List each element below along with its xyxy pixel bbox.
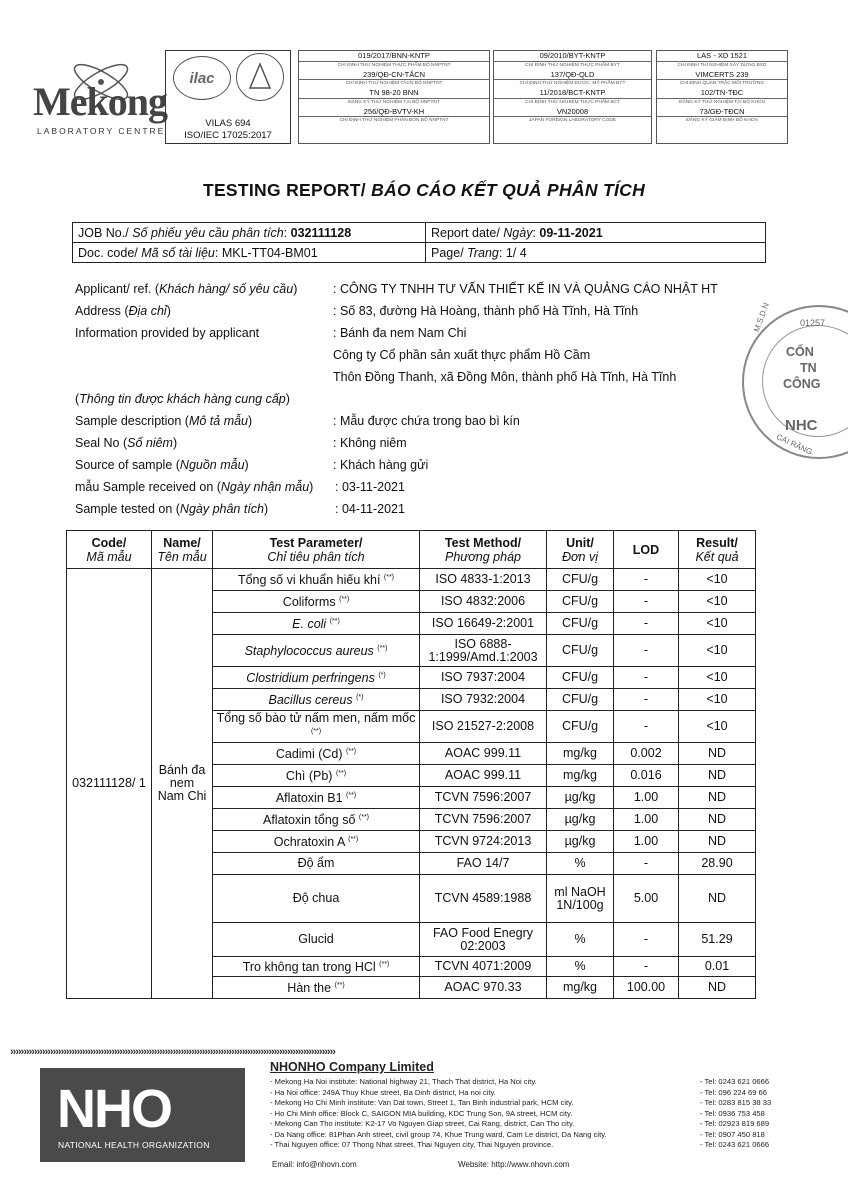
vilas-number: VILAS 694 [205, 118, 251, 129]
cell-result: <10 [679, 667, 756, 689]
job-number-cell: JOB No./ Số phiếu yêu cầu phân tích: 032111128 [73, 223, 426, 243]
cell-unit: CFU/g [547, 635, 614, 667]
cert1-line: CHỈ ĐỊNH THỬ NGHIỆM TĂCN BỘ NNPTNT [345, 81, 443, 86]
footer-address-line: - Mekong Ho Chi Minh institute: Van Dat town, Street 1, Tan Binh industrial park, HCM city. [270, 1098, 574, 1107]
nho-logo-text: NHO [57, 1079, 171, 1139]
cert2-line: CHỈ ĐỊNH THỬ NGHIỆM DƯỢC, MỸ PHẨM BYT [519, 81, 626, 86]
cell-unit: CFU/g [547, 667, 614, 689]
nho-logo-subtitle: NATIONAL HEALTH ORGANIZATION [58, 1140, 210, 1150]
cell-result: <10 [679, 711, 756, 743]
cell-method: TCVN 4589:1988 [420, 875, 547, 923]
cell-lod: 1.00 [614, 831, 679, 853]
certification-box-1 [298, 50, 490, 144]
page-cell: Page/ Trang: 1/ 4 [426, 243, 766, 263]
address-value: : Số 83, đường Hà Hoàng, thành phố Hà Tĩnh, Hà Tĩnh [333, 304, 639, 318]
cert2-line: JAPAN FOREIGN LABORATORY CODE [529, 118, 616, 123]
job-info-table [72, 222, 766, 263]
footer-tel-line: - Tel: 0283 815 38 33 [700, 1098, 772, 1107]
info-provided-label: Information provided by applicant [75, 326, 260, 340]
report-title-en: TESTING REPORT/ [202, 180, 372, 200]
certification-box-2 [493, 50, 652, 144]
cell-parameter: Clostridium perfringens (*) [213, 667, 420, 689]
cell-parameter: Cadimi (Cd) (**) [213, 743, 420, 765]
cell-lod: - [614, 957, 679, 977]
source-value: : Khách hàng gửi [333, 458, 429, 472]
report-date-cell: Report date/ Ngày: 09-11-2021 [426, 223, 766, 243]
cell-result: ND [679, 787, 756, 809]
seal-label: Seal No (Số niêm) [75, 436, 178, 450]
cell-unit: % [547, 957, 614, 977]
cell-unit: CFU/g [547, 569, 614, 591]
footer-address-line: - Mekong Can Tho institute: K2-17 Vo Nguyen Giap street, Cai Rang, district, Can Tho city. [270, 1119, 575, 1128]
cell-lod: - [614, 711, 679, 743]
cell-method: ISO 4832:2006 [420, 591, 547, 613]
stamp-text-3: TN [800, 361, 817, 375]
cell-parameter: Bacillus cereus (*) [213, 689, 420, 711]
footer-address-line: - Mekong Ha Noi institute: National highway 21, Thach That district, Ha Noi city. [270, 1077, 537, 1086]
certification-box-3 [656, 50, 788, 144]
footer-divider: ›››››››››››››››››››››››››››››››››››››››››››››››››››››››››››››››››››››››››››››››››››››››››››››››››››››››››››››››››››››››››› [10, 1046, 335, 1058]
cell-unit: CFU/g [547, 613, 614, 635]
cell-result: ND [679, 809, 756, 831]
cell-parameter: Aflatoxin B1 (**) [213, 787, 420, 809]
cell-lod: - [614, 635, 679, 667]
cell-unit: mg/kg [547, 765, 614, 787]
source-label: Source of sample (Nguồn mẫu) [75, 458, 249, 472]
cell-parameter: Glucid [213, 923, 420, 957]
cell-lod: - [614, 923, 679, 957]
cell-result: <10 [679, 591, 756, 613]
stamp-text-7: CÁI RĂNG [774, 432, 814, 457]
stamp-text-2: CỔN [786, 345, 814, 359]
footer-tel-line: - Tel: 02923 819 689 [700, 1119, 770, 1128]
cell-lod: - [614, 613, 679, 635]
cell-parameter: Coliforms (**) [213, 591, 420, 613]
cell-result: <10 [679, 613, 756, 635]
cert2-line: CHỈ ĐỊNH THỬ NGHIỆM THỰC PHẨM BCT [525, 99, 620, 105]
cell-result: 28.90 [679, 853, 756, 875]
cell-unit: % [547, 853, 614, 875]
page-number: 1/ 4 [505, 245, 527, 260]
cell-parameter: E. coli (**) [213, 613, 420, 635]
cell-unit: CFU/g [547, 689, 614, 711]
cell-unit: % [547, 923, 614, 957]
stamp-text-6: M.S.D.N [752, 301, 771, 334]
cell-unit: µg/kg [547, 787, 614, 809]
footer-address-line: - Da Nang office: 81Phan Anh street, civil group 74, Khue Trung ward, Cam Le district, Da Nang city. [270, 1129, 607, 1139]
cell-parameter: Ochratoxin A (**) [213, 831, 420, 853]
report-title [0, 180, 848, 201]
cell-parameter: Aflatoxin tổng số (**) [213, 809, 420, 831]
cell-unit: µg/kg [547, 831, 614, 853]
info-provided-label-vi: (Thông tin được khách hàng cung cấp) [75, 392, 290, 406]
cell-lod: - [614, 667, 679, 689]
applicant-value: : CÔNG TY TNHH TƯ VẤN THIẾT KẾ IN VÀ QUẢNG CÁO NHẬT HT [333, 282, 718, 296]
cert3-line: ĐĂNG KÝ GIÁM ĐỊNH BỘ KHCN [686, 118, 758, 123]
col-header-code: Code/ Mã mẫu [67, 531, 152, 569]
tested-value: : 04-11-2021 [335, 502, 405, 516]
cell-parameter: Tổng số vi khuẩn hiếu khí (**) [213, 569, 420, 591]
cell-result: ND [679, 977, 756, 999]
cert2-line: CHỈ ĐỊNH THỬ NGHIỆM THỰC PHẨM BYT [525, 62, 620, 68]
applicant-label: Applicant/ ref. (Khách hàng/ số yêu cầu) [75, 282, 298, 296]
mekong-logo-subtitle: LABORATORY CENTRE [37, 126, 166, 136]
footer-tel-line: - Tel: 096 224 69 66 [700, 1087, 767, 1097]
cell-result: <10 [679, 635, 756, 667]
cell-method: FAO 14/7 [420, 853, 547, 875]
info-provided-value-3: Thôn Đồng Thanh, xã Đồng Môn, thành phố Hà Tĩnh, Hà Tĩnh [333, 370, 677, 384]
cert2-line: 09/2010/BYT-KNTP [494, 51, 651, 62]
footer-tel-line: - Tel: 0936 753 458 [700, 1108, 765, 1118]
sample-code: 032111128/ 1 [67, 569, 152, 999]
cell-unit: mg/kg [547, 743, 614, 765]
footer-address-line: - Thai Nguyen office: 07 Thong Nhat street, Thai Nguyen city, Thai Nguyen province. [270, 1140, 554, 1149]
col-header-method: Test Method/ Phương pháp [420, 531, 547, 569]
footer-email: Email: info@nhovn.com [272, 1160, 357, 1169]
footer-tel-line: - Tel: 0243 621 0666 [700, 1077, 770, 1086]
cell-lod: 5.00 [614, 875, 679, 923]
cert3-line: 102/TN-TĐC [657, 88, 787, 99]
cell-method: FAO Food Enegry 02:2003 [420, 923, 547, 957]
footer-address-line: - Ha Noi office: 249A Thuy Khue street, Ba Dinh district, Ha noi city. [270, 1087, 496, 1097]
cert3-line: CHỈ ĐỊNH THÍ NGHIỆM XÂY DỰNG BXD [677, 62, 767, 68]
mekong-logo-text: Mekong [33, 79, 167, 124]
cert2-line: 11/2018/BCT-KNTP [494, 88, 651, 99]
cell-lod: - [614, 569, 679, 591]
cell-method: ISO 6888-1:1999/Amd.1:2003 [420, 635, 547, 667]
received-value: : 03-11-2021 [335, 480, 405, 494]
cell-lod: 1.00 [614, 809, 679, 831]
cell-method: AOAC 999.11 [420, 743, 547, 765]
cell-method: ISO 4833-1:2013 [420, 569, 547, 591]
cell-lod: 0.002 [614, 743, 679, 765]
cert3-line: ĐĂNG KÝ THỬ NGHIỆM TẠI BỘ KHCN [679, 99, 765, 105]
cert3-line: LAS - XD 1521 [657, 51, 787, 62]
cell-method: TCVN 7596:2007 [420, 809, 547, 831]
col-header-name: Name/ Tên mẫu [152, 531, 213, 569]
cell-method: ISO 21527-2:2008 [420, 711, 547, 743]
cell-method: ISO 7937:2004 [420, 667, 547, 689]
cert1-line: 256/QĐ-BVTV-KH [299, 107, 489, 118]
info-provided-value-2: Công ty Cổ phần sản xuất thực phẩm Hồ Cầm [333, 348, 591, 362]
stamp-text-4: CÔNG [783, 377, 821, 391]
cert1-line: ĐĂNG KÝ THỬ NGHIỆM TẠI BỘ NNPTNT [348, 99, 440, 105]
cell-unit: CFU/g [547, 711, 614, 743]
ilac-logo: ilac [173, 56, 231, 100]
company-name: NHONHO Company Limited [270, 1060, 434, 1074]
cert1-line: CHỈ ĐỊNH THỬ NGHIỆM PHÂN BÓN BỘ NNPTNT [339, 118, 449, 123]
cell-method: TCVN 4071:2009 [420, 957, 547, 977]
cell-result: 0.01 [679, 957, 756, 977]
info-provided-value-1: : Bánh đa nem Nam Chi [333, 326, 467, 340]
cell-result: <10 [679, 689, 756, 711]
col-header-unit: Unit/ Đơn vị [547, 531, 614, 569]
cell-result: ND [679, 831, 756, 853]
sample-description-value: : Mẫu được chứa trong bao bì kín [333, 414, 520, 428]
cell-lod: - [614, 689, 679, 711]
cell-unit: µg/kg [547, 809, 614, 831]
cell-result: 51.29 [679, 923, 756, 957]
footer-address-line: - Ho Chi Minh office: Block C, SAIGON MIA building, KDC Trung Son, 9A street, HCM city. [270, 1108, 573, 1118]
stamp-text-1: 01257 [800, 318, 826, 328]
cell-lod: - [614, 591, 679, 613]
cert1-line: TN 98-20 BNN [299, 88, 489, 99]
report-date: 09-11-2021 [539, 225, 603, 240]
vilas-label [170, 118, 286, 142]
cell-method: TCVN 7596:2007 [420, 787, 547, 809]
col-header-result: Result/ Kết quả [679, 531, 756, 569]
footer-website: Website: http://www.nhovn.com [458, 1160, 570, 1169]
cell-method: AOAC 970.33 [420, 977, 547, 999]
footer-tel-line: - Tel: 0243 621 0666 [700, 1140, 770, 1149]
cert1-line: 019/2017/BNN-KNTP [299, 51, 489, 62]
cell-result: ND [679, 765, 756, 787]
report-title-vi: BÁO CÁO KẾT QUẢ PHÂN TÍCH [371, 180, 646, 200]
cell-lod: 100.00 [614, 977, 679, 999]
seal-value: : Không niêm [333, 436, 407, 450]
cert1-line: 239/QĐ-CN-TĂCN [299, 70, 489, 81]
job-number: 032111128 [290, 225, 352, 240]
address-label: Address (Địa chỉ) [75, 304, 171, 318]
footer-tel-line: - Tel: 0907 450 818 [700, 1129, 765, 1139]
sample-name: Bánh đa nem Nam Chi [152, 569, 213, 999]
cell-parameter: Tổng số bào tử nấm men, nấm mốc (**) [213, 711, 420, 743]
cell-lod: - [614, 853, 679, 875]
cell-unit: CFU/g [547, 591, 614, 613]
cert2-line: VN20008 [494, 107, 651, 118]
cert3-line: CHỈ ĐỊNH QUAN TRẮC MÔI TRƯỜNG [679, 81, 765, 86]
cert2-line: 137/QĐ-QLD [494, 70, 651, 81]
col-header-parameter: Test Parameter/ Chỉ tiêu phân tích [213, 531, 420, 569]
cell-unit: mg/kg [547, 977, 614, 999]
cell-result: ND [679, 875, 756, 923]
cell-result: <10 [679, 569, 756, 591]
tested-label: Sample tested on (Ngày phân tích) [75, 502, 269, 516]
vilas-standard: ISO/IEC 17025:2017 [184, 130, 272, 141]
cell-method: ISO 16649-2:2001 [420, 613, 547, 635]
received-label: mẫu Sample received on (Ngày nhận mẫu) [75, 480, 314, 494]
cell-result: ND [679, 743, 756, 765]
cell-method: ISO 7932:2004 [420, 689, 547, 711]
table-row [67, 569, 756, 591]
results-table [66, 530, 756, 999]
cell-parameter: Tro không tan trong HCl (**) [213, 957, 420, 977]
cell-lod: 0.016 [614, 765, 679, 787]
sample-description-label: Sample description (Mô tả mẫu) [75, 414, 253, 428]
cell-parameter: Độ chua [213, 875, 420, 923]
cell-parameter: Hàn the (**) [213, 977, 420, 999]
accreditation-seal-icon [236, 53, 284, 101]
cell-parameter: Chì (Pb) (**) [213, 765, 420, 787]
cell-unit: ml NaOH 1N/100g [547, 875, 614, 923]
cell-method: AOAC 999.11 [420, 765, 547, 787]
cell-lod: 1.00 [614, 787, 679, 809]
doc-code: MKL-TT04-BM01 [221, 245, 318, 260]
cell-method: TCVN 9724:2013 [420, 831, 547, 853]
cell-parameter: Độ ẩm [213, 853, 420, 875]
doc-code-cell: Doc. code/ Mã số tài liệu: MKL-TT04-BM01 [73, 243, 426, 263]
stamp-text-5: NHC [785, 417, 818, 434]
cert3-line: 73/GĐ-TĐCN [657, 107, 787, 118]
col-header-lod: LOD [614, 531, 679, 569]
cert3-line: VIMCERTS 239 [657, 70, 787, 81]
cell-parameter: Staphylococcus aureus (**) [213, 635, 420, 667]
cert1-line: CHỈ ĐỊNH THỬ NGHIỆM THỰC PHẨM BỘ NNPTNT [337, 62, 451, 68]
